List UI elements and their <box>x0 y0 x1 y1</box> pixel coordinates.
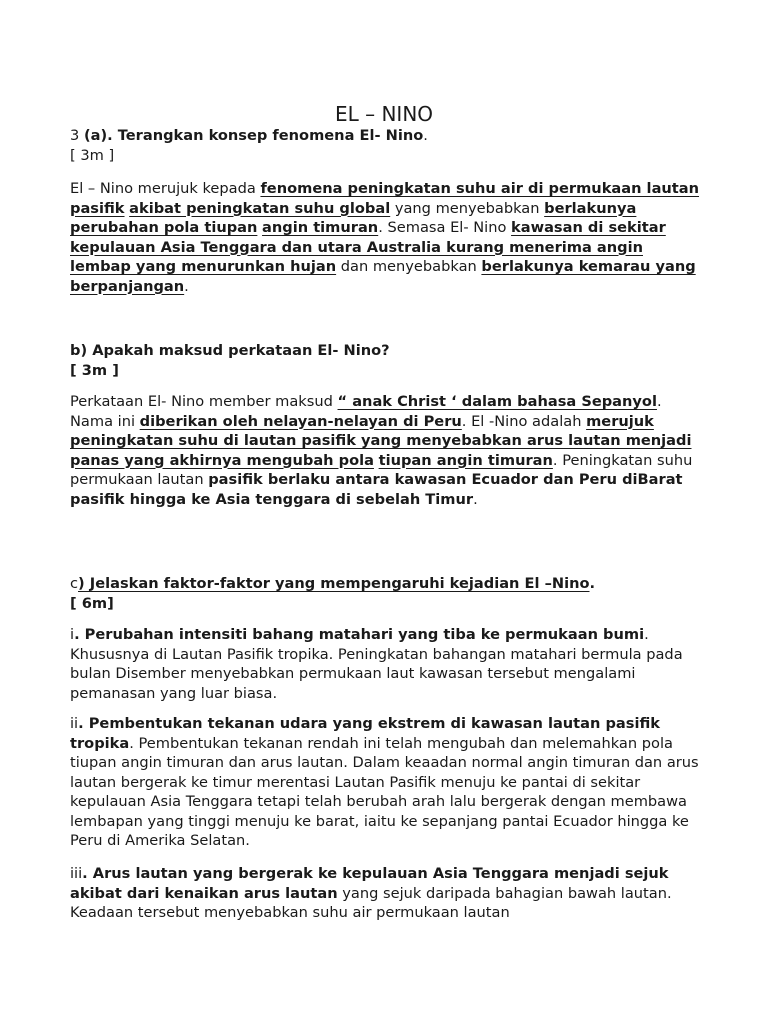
factor-number: ii <box>70 715 79 732</box>
answer-b-key-3: merujuk peningkatan suhu di lautan pasifik yang menyebabkan arus lautan menjadi panas yang akhirnya mengubah pola <box>70 412 692 469</box>
answer-a-key-6: berlakunya kemarau yang berpanjangan <box>70 258 696 295</box>
answer-b-text-5: . Peningkatan suhu permukaan lautan <box>70 451 693 488</box>
answer-b-text-3: . El -Nino adalah <box>461 412 587 430</box>
question-a <box>70 126 710 165</box>
factor-text: yang sejuk daripada bahagian bawah lautan. Keadaan tersebut menyebabkan suhu air permukaan lautan <box>70 884 672 921</box>
answer-a-key-1: fenomena peningkatan suhu air di permukaan lautan pasifik <box>70 180 700 217</box>
question-c-end: . <box>589 575 596 592</box>
document-title: EL – NINO <box>334 102 434 127</box>
answer-a-text-7: . <box>184 277 189 295</box>
answer-b-paragraph <box>70 392 706 509</box>
answer-a-text-1: El – Nino merujuk kepada <box>70 180 261 197</box>
question-c-marks: [ 6m] <box>70 594 114 612</box>
answer-a-paragraph <box>70 179 706 296</box>
answer-b-key-4: tiupan angin timuran <box>378 451 553 469</box>
answer-b-key-1: “ anak Christ ‘ dalam bahasa Sepanyol <box>337 393 657 410</box>
answer-b-text-2: . Nama ini <box>70 393 662 430</box>
answer-a-key-3: berlakunya perubahan pola tiupan <box>70 199 637 236</box>
answer-a-key-2: akibat peningkatan suhu global <box>129 199 391 217</box>
answer-a-text-3: yang menyebabkan <box>390 199 545 217</box>
question-a-text <box>70 126 710 146</box>
factor-paragraph <box>70 625 710 703</box>
answer-b-text-1: Perkataan El- Nino member maksud <box>70 393 338 410</box>
answer-a-text-5: . Semasa El- Nino <box>378 219 512 236</box>
factor-heading: . Perubahan intensiti bahang matahari yang tiba ke permukaan bumi <box>74 626 645 643</box>
answer-b-bold-1: pasifik berlaku antara kawasan Ecuador dan Peru diBarat pasifik hingga ke Asia tenggara di sebelah Timur <box>70 471 683 508</box>
question-c-prefix: c <box>70 575 79 592</box>
factor-text: . Pembentukan tekanan rendah ini telah mengubah dan melemahkan pola tiupan angin timuran dan arus lautan. Dalam keaadan normal angin timuran dan arus lautan bergerak ke timur merentasi Lautan Pasifik menuju ke pantai di sekitar kepulauan Asia Tenggara tetapi telah berubah arah lalu bergerak dengan membawa lembapan yang tinggi menuju ke barat, iaitu ke sepanjang pantai Ecuador hingga ke Peru di Amerika Selatan. <box>70 734 699 849</box>
question-c-text <box>70 574 710 594</box>
question-b-prompt: b) Apakah maksud perkataan El- Nino? <box>70 342 390 359</box>
factor-heading: . Pembentukan tekanan udara yang ekstrem di kawasan lautan pasifik tropika <box>70 715 660 752</box>
factor-text: . Khususnya di Lautan Pasifik tropika. Peningkatan bahangan matahari bermula pada bulan Disember menyebabkan permukaan laut kawasan tersebut mengalami pemanasan yang luar biasa. <box>70 626 683 702</box>
factor-number: iii <box>70 865 83 882</box>
factor-heading: . Arus lautan yang bergerak ke kepulauan Asia Tenggara menjadi sejuk akibat dari kenaikan arus lautan <box>70 865 669 902</box>
question-c-prompt: ) Jelaskan faktor-faktor yang mempengaruhi kejadian El –Nino <box>78 575 590 592</box>
factor-paragraph <box>70 714 710 851</box>
factor-number: i <box>70 626 75 643</box>
question-a-end: . <box>423 127 428 144</box>
answer-b-text-6: . <box>473 490 478 508</box>
factor-item-1 <box>70 625 710 703</box>
answer-a-key-4: angin timuran <box>262 219 379 236</box>
question-a-marks: [ 3m ] <box>70 146 115 164</box>
question-a-label: (a). <box>83 127 113 144</box>
question-b-marks: [ 3m ] <box>70 361 119 379</box>
question-b <box>70 341 710 380</box>
question-c <box>70 574 710 613</box>
factor-item-3 <box>70 864 710 923</box>
answer-a-key-5: kawasan di sekitar kepulauan Asia Tenggara dan utara Australia kurang menerima angin lembap yang menurunkan hujan <box>70 219 666 275</box>
answer-b <box>70 392 706 509</box>
factor-item-2 <box>70 714 710 851</box>
answer-b-key-2: diberikan oleh nelayan-nelayan di Peru <box>139 412 462 430</box>
factor-paragraph <box>70 864 710 923</box>
answer-a-text-6: dan menyebabkan <box>336 258 482 275</box>
question-number: 3 <box>70 127 84 144</box>
answer-a <box>70 179 706 296</box>
question-a-prompt: Terangkan konsep fenomena El- Nino <box>112 127 424 144</box>
